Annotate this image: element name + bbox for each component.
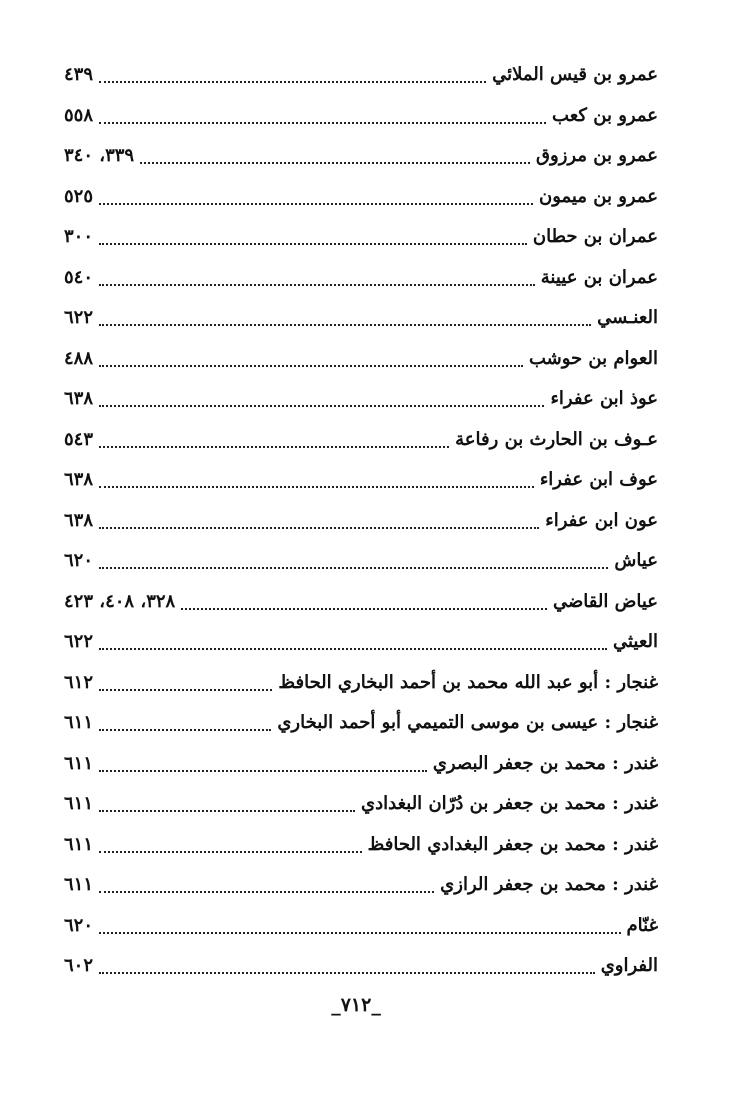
entry-name: عمرو بن ميمون (538, 185, 658, 207)
entry-pages: ٣٠٠ (64, 226, 94, 248)
entry-name: العنـسي (597, 307, 658, 329)
entry-pages: ٦٣٨ (64, 388, 94, 410)
entry-name: العيثي (612, 631, 658, 653)
entry-pages: ٦٠٢ (64, 955, 94, 977)
entry-pages: ٦٣٨ (64, 469, 94, 491)
leader-dots (99, 405, 544, 407)
leader-dots (99, 203, 533, 205)
entry-name: غنجار : أبو عبد الله محمد بن أحمد البخاري الحافظ (278, 671, 658, 693)
index-entry (64, 622, 658, 663)
index-entry (64, 379, 658, 420)
leader-dots (99, 972, 595, 974)
leader-dots (99, 324, 591, 326)
index-entry (64, 177, 658, 218)
leader-dots (99, 365, 523, 367)
entry-name: غندر : محمد بن جعفر البغدادي الحافظ (367, 833, 658, 855)
index-entry (64, 825, 658, 866)
entry-name: عمران بن حطان (532, 226, 658, 248)
index-list (64, 55, 658, 987)
entry-name: غندر : محمد بن جعفر بن دُرّان البغدادي (361, 793, 658, 815)
entry-name: غنّام (626, 914, 658, 936)
index-entry (64, 96, 658, 137)
index-entry (64, 339, 658, 380)
entry-name: عوف ابن عفراء (539, 469, 658, 491)
index-entry (64, 744, 658, 785)
entry-pages: ٥٢٥ (64, 185, 94, 207)
entry-pages: ٦١١ (64, 793, 94, 815)
entry-name: عياش (614, 550, 658, 572)
index-entry (64, 582, 658, 623)
entry-name: غندر : محمد بن جعفر الرازي (440, 874, 658, 896)
leader-dots (99, 932, 621, 934)
entry-name: العوام بن حوشب (528, 347, 658, 369)
index-entry (64, 663, 658, 704)
entry-pages: ٦١١ (64, 833, 94, 855)
leader-dots (99, 446, 449, 448)
entry-name: عون ابن عفراء (545, 509, 658, 531)
entry-name: عـوف بن الحارث بن رفاعة (455, 428, 658, 450)
entry-pages: ٣٢٨، ٤٠٨، ٤٢٣ (64, 590, 176, 612)
index-entry (64, 946, 658, 987)
leader-dots (99, 770, 427, 772)
entry-name: الفراوي (600, 955, 658, 977)
leader-dots (99, 527, 539, 529)
index-entry (64, 906, 658, 947)
entry-pages: ٤٣٩ (64, 64, 94, 86)
leader-dots (99, 486, 534, 488)
leader-dots (99, 284, 535, 286)
index-entry (64, 501, 658, 542)
leader-dots (99, 729, 271, 731)
entry-name: عياض القاضي (552, 590, 658, 612)
entry-pages: ٥٤٠ (64, 266, 94, 288)
leader-dots (181, 608, 547, 610)
entry-pages: ٦١٢ (64, 671, 94, 693)
leader-dots (99, 81, 486, 83)
leader-dots (99, 648, 607, 650)
entry-name: غنجار : عيسى بن موسى التميمي أبو أحمد البخاري (277, 712, 658, 734)
leader-dots (99, 891, 434, 893)
entry-name: عمرو بن مرزوق (536, 145, 658, 167)
entry-name: عمرو بن قيس الملائي (492, 64, 658, 86)
index-entry (64, 136, 658, 177)
entry-pages: ٣٣٩، ٣٤٠ (64, 145, 135, 167)
leader-dots (99, 122, 546, 124)
leader-dots (99, 567, 608, 569)
entry-pages: ٦١١ (64, 874, 94, 896)
entry-name: عمران بن عيينة (540, 266, 658, 288)
entry-name: غندر : محمد بن جعفر البصري (432, 752, 658, 774)
entry-name: عوذ ابن عفراء (550, 388, 658, 410)
entry-pages: ٥٥٨ (64, 104, 94, 126)
index-entry (64, 217, 658, 258)
entry-pages: ٦٢٢ (64, 307, 94, 329)
leader-dots (99, 243, 527, 245)
index-entry (64, 784, 658, 825)
entry-pages: ٦٢٢ (64, 631, 94, 653)
entry-pages: ٦٢٠ (64, 914, 94, 936)
leader-dots (99, 689, 272, 691)
entry-pages: ٦٢٠ (64, 550, 94, 572)
entry-pages: ٦١١ (64, 712, 94, 734)
leader-dots (99, 810, 355, 812)
index-entry (64, 460, 658, 501)
entry-pages: ٥٤٣ (64, 428, 94, 450)
index-entry (64, 541, 658, 582)
index-entry (64, 298, 658, 339)
index-entry (64, 420, 658, 461)
entry-pages: ٦١١ (64, 752, 94, 774)
leader-dots (99, 851, 362, 853)
entry-pages: ٤٨٨ (64, 347, 94, 369)
index-entry (64, 865, 658, 906)
index-entry (64, 258, 658, 299)
index-entry (64, 703, 658, 744)
page-number: _٧١٢_ (331, 994, 381, 1016)
entry-pages: ٦٣٨ (64, 509, 94, 531)
entry-name: عمرو بن كعب (552, 104, 658, 126)
index-entry (64, 55, 658, 96)
leader-dots (140, 162, 530, 164)
